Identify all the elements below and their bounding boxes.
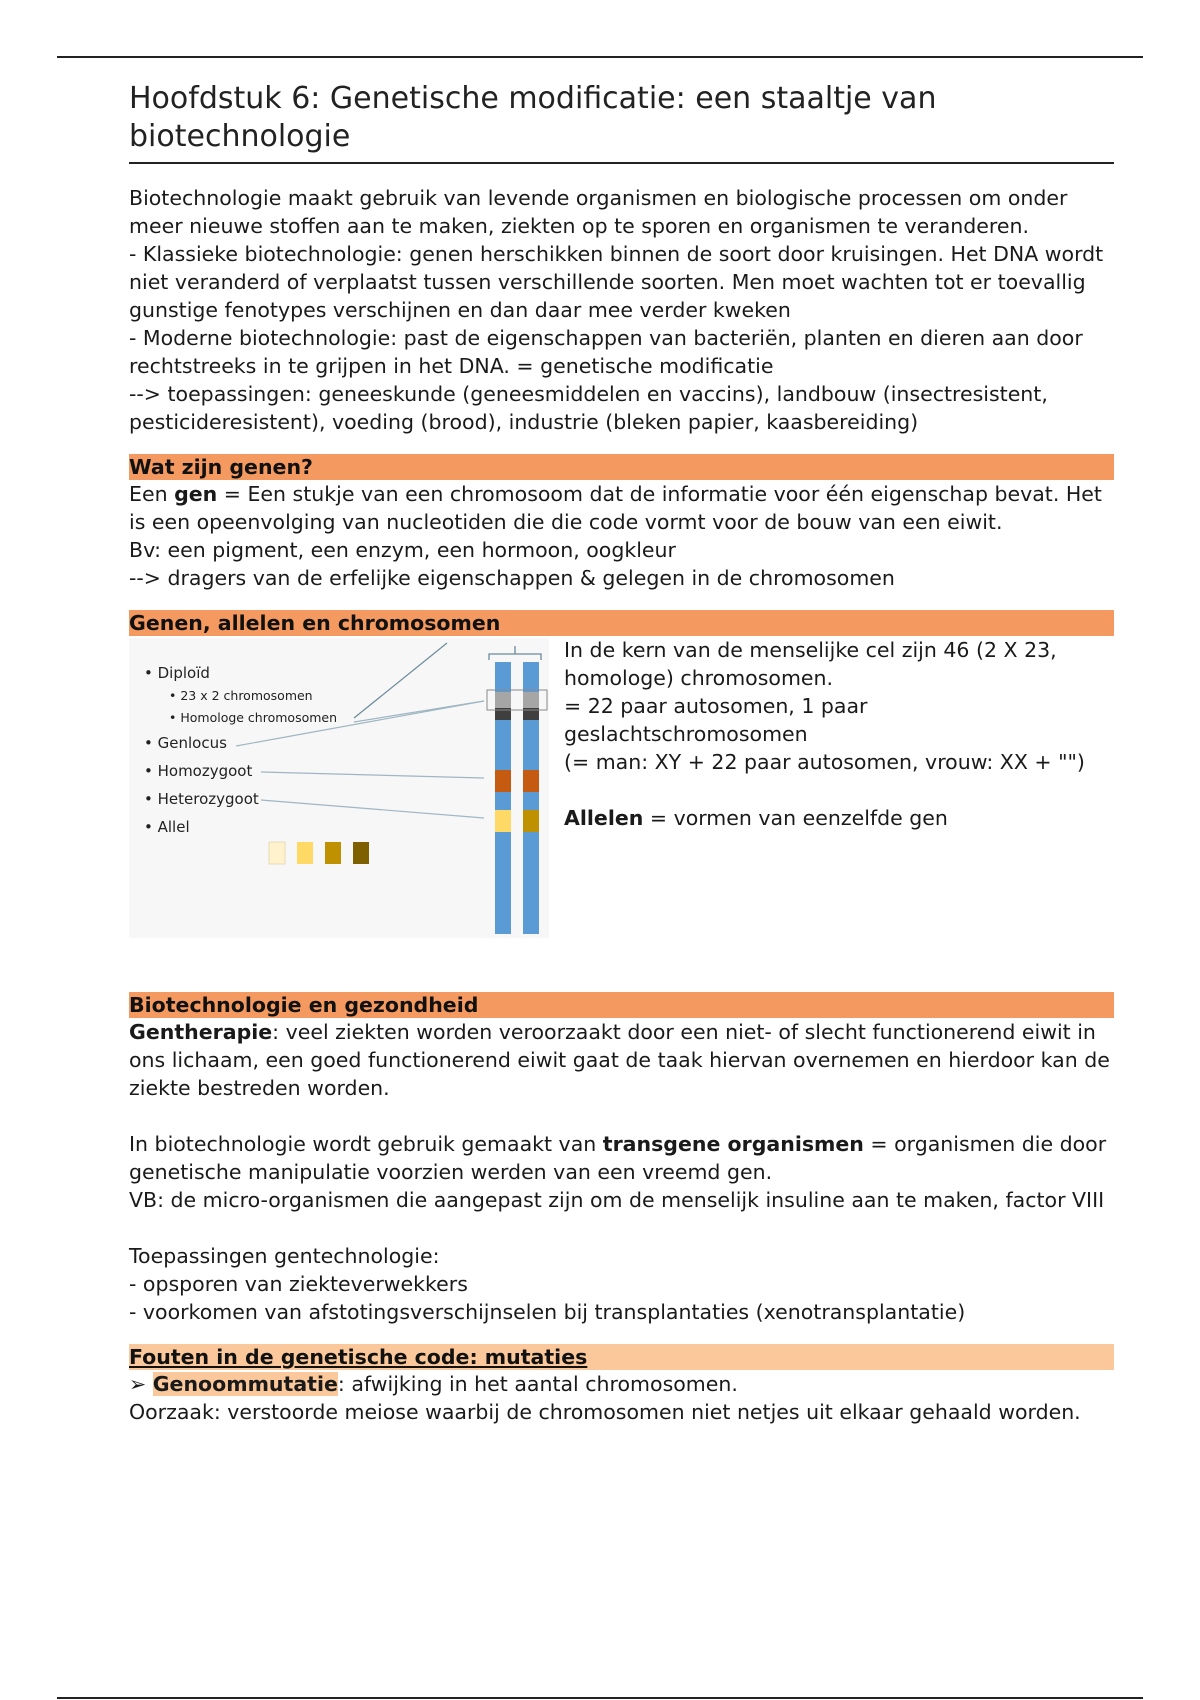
spacer: [129, 1214, 1114, 1242]
allele-swatch-2: [297, 842, 313, 864]
label-heterozygous: • Heterozygoot: [144, 790, 259, 808]
band-grey-right: [523, 692, 539, 708]
intro: [129, 184, 1114, 436]
heading-genen-allelen: Genen, allelen en chromosomen: [129, 610, 1114, 636]
arrow-bullet-icon: ➢: [129, 1372, 147, 1396]
label-diploid: • Diploïd: [144, 664, 210, 682]
transgene-example: VB: de micro-organismen die aangepast zijn om de menselijk insuline aan te maken, factor VIII: [129, 1188, 1105, 1212]
gen-definition: Een gen = Een stukje van een chromosoom dat de informatie voor één eigenschap bevat. Het is een opeenvolging van nucleotiden die die code vormt voor de bouw van een eiwit.: [129, 482, 1102, 534]
heading-mutaties: Fouten in de genetische code: mutaties: [129, 1344, 1114, 1370]
transgene-term: transgene organismen: [602, 1132, 864, 1156]
label-homozygous: • Homozygoot: [144, 762, 253, 780]
applications-title: Toepassingen gentechnologie:: [129, 1244, 440, 1268]
allele-swatch-4: [353, 842, 369, 864]
allele-swatch-3: [325, 842, 341, 864]
intro-modern: - Moderne biotechnologie: past de eigenschappen van bacteriën, planten en dieren aan door rechtstreeks in te grijpen in het DNA. = genetische modificatie: [129, 326, 1083, 378]
gentherapie-term: Gentherapie: [129, 1020, 273, 1044]
application-item-1: - opsporen van ziekteverwekkers: [129, 1272, 468, 1296]
gen-examples: Bv: een pigment, een enzym, een hormoon, oogkleur: [129, 538, 676, 562]
band-yellow-left: [495, 810, 511, 832]
transgene-paragraph: In biotechnologie wordt gebruik gemaakt van transgene organismen = organismen die door genetische manipulatie voorzien werden van een vreemd gen.: [129, 1132, 1107, 1184]
spacer: [564, 776, 1114, 804]
allelen-term: Allelen: [564, 806, 644, 830]
allelen-definition: Allelen = vormen van eenzelfde gen: [564, 806, 948, 830]
band-orange-left: [495, 770, 511, 792]
oorzaak-line: Oorzaak: verstoorde meiose waarbij de chromosomen niet netjes uit elkaar gehaald worden.: [129, 1400, 1081, 1424]
intro-paragraph: Biotechnologie maakt gebruik van levende organismen en biologische processen om onder meer nieuwe stoffen aan te maken, ziekten op te sporen en organismen te veranderen.: [129, 186, 1068, 238]
genoommutatie-term: Genoommutatie: [152, 1372, 338, 1396]
chromosome-count: In de kern van de menselijke cel zijn 46 (2 X 23, homologe) chromosomen.: [564, 638, 1057, 690]
spacer: [129, 1102, 1114, 1130]
label-genlocus: • Genlocus: [144, 734, 227, 752]
label-23x2: • 23 x 2 chromosomen: [169, 688, 313, 703]
allele-swatch-1: [269, 842, 285, 864]
intro-applications: --> toepassingen: geneeskunde (geneesmiddelen en vaccins), landbouw (insectresistent, pesticideresistent), voeding (brood), industrie (bleken papier, kaasbereiding): [129, 382, 1048, 434]
heading-biotech-gezondheid: Biotechnologie en gezondheid: [129, 992, 1114, 1018]
gen-term: gen: [174, 482, 218, 506]
genoommutatie-line: ➢ Genoommutatie: afwijking in het aantal chromosomen.: [129, 1372, 738, 1396]
application-item-2: - voorkomen van afstotingsverschijnselen bij transplantaties (xenotransplantatie): [129, 1300, 966, 1324]
gentherapie-paragraph: Gentherapie: veel ziekten worden veroorzaakt door een niet- of slecht functionerend eiwit in ons lichaam, een goed functionerend eiwit gaat de taak hiervan overnemen en hierdoor kan de ziekte bestreden worden.: [129, 1020, 1110, 1100]
band-orange-right: [523, 770, 539, 792]
chromosome-section: [129, 636, 1114, 974]
gen-carriers: --> dragers van de erfelijke eigenschappen & gelegen in de chromosomen: [129, 566, 895, 590]
label-homologous: • Homologe chromosomen: [169, 710, 338, 725]
band-gold-right: [523, 810, 539, 832]
autosome-pairs: = 22 paar autosomen, 1 paar geslachtschromosomen: [564, 694, 868, 746]
band-grey-left: [495, 692, 511, 708]
label-allel: • Allel: [144, 818, 190, 836]
intro-classic: - Klassieke biotechnologie: genen herschikken binnen de soort door kruisingen. Het DNA wordt niet veranderd of verplaatst tussen verschillende soorten. Men moet wachten tot er toevallig gunstige fenotypes verschijnen en dan daar mee verder kweken: [129, 242, 1104, 322]
chromosome-diagram: [129, 638, 549, 938]
diagram-background: [129, 638, 549, 938]
top-rule: [57, 56, 1143, 58]
bottom-rule: [57, 1697, 1143, 1699]
page-title: Hoofdstuk 6: Genetische modificatie: een staaltje van biotechnologie: [129, 80, 1114, 164]
heading-wat-zijn-genen: Wat zijn genen?: [129, 454, 1114, 480]
sex-chromosomes: (= man: XY + 22 paar autosomen, vrouw: XX + ""): [564, 750, 1085, 774]
chromosome-text: [564, 636, 1114, 832]
document-body: [129, 80, 1114, 1426]
